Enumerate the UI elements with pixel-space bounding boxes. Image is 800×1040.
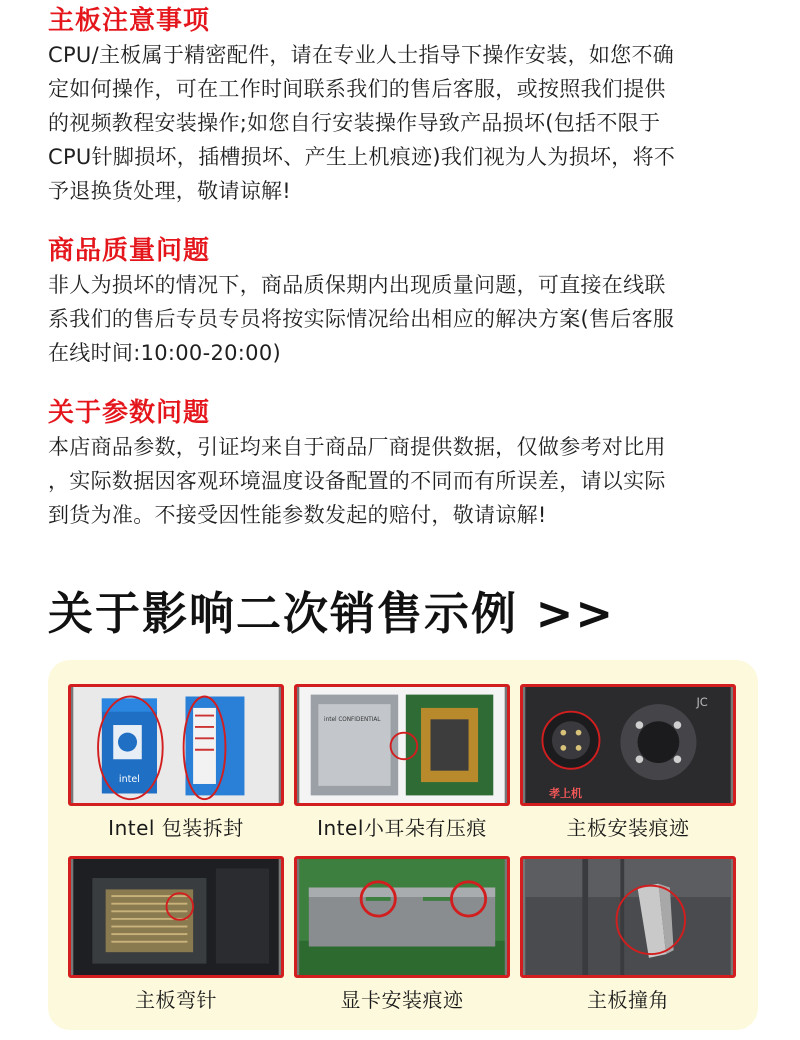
socket-bent-pin-image (71, 859, 281, 975)
section-title: 商品质量问题 (48, 236, 211, 266)
example-image (294, 684, 510, 806)
section-body (48, 268, 760, 370)
motherboard-corner-damage-image (523, 859, 733, 975)
example-image (294, 856, 510, 978)
section-body (48, 38, 760, 208)
example-card (520, 684, 736, 842)
section-title: 关于参数问题 (48, 398, 211, 428)
body-line: 予退换货处理，敬请谅解! (48, 179, 292, 203)
body-line: 定如何操作，可在工作时间联系我们的售后客服，或按照我们提供 (48, 77, 666, 101)
svg-text:intel CONFIDENTIAL: intel CONFIDENTIAL (324, 717, 381, 724)
intel-box-opened-image (71, 687, 281, 803)
example-card (520, 856, 736, 1014)
examples-panel (48, 660, 758, 1030)
gpu-bracket-mark-image (297, 859, 507, 975)
example-image (520, 856, 736, 978)
example-caption: 主板撞角 (587, 988, 669, 1012)
example-caption: 显卡安装痕迹 (340, 988, 464, 1012)
body-line: 非人为损坏的情况下，商品质保期内出现质量问题，可直接在线联 (48, 273, 666, 297)
example-image (68, 684, 284, 806)
section-body (48, 430, 760, 532)
section-title: 主板注意事项 (48, 6, 211, 36)
body-line: 到货为准。不接受因性能参数发起的赔付，敬请谅解! (48, 503, 547, 527)
body-line: 在线时间:10:00-20:00) (48, 341, 281, 365)
notice-section-quality (48, 234, 760, 370)
overlay-label: 孝上机 (549, 787, 582, 800)
svg-text:JC: JC (696, 695, 708, 710)
body-line: CPU针脚损坏，插槽损坏、产生上机痕迹)我们视为人为损坏，将不 (48, 145, 676, 169)
body-line: 系我们的售后专员专员将按实际情况给出相应的解决方案(售后客服 (48, 307, 675, 331)
notice-section-parameters (48, 396, 760, 532)
example-caption: 主板安装痕迹 (566, 816, 690, 840)
body-line: 的视频教程安装操作;如您自行安装操作导致产品损坏(包括不限于 (48, 111, 661, 135)
example-caption: Intel小耳朵有压痕 (317, 816, 487, 840)
example-caption: 主板弯针 (135, 988, 217, 1012)
example-card (68, 684, 284, 842)
cpu-tab-dent-image (297, 687, 507, 803)
body-line: CPU/主板属于精密配件，请在专业人士指导下操作安装，如您不确 (48, 43, 675, 67)
example-image (520, 684, 736, 806)
svg-text:intel: intel (118, 774, 140, 786)
body-line: 本店商品参数，引证均来自于商品厂商提供数据，仅做参考对比用 (48, 435, 666, 459)
notice-section-motherboard (48, 4, 760, 208)
example-caption: Intel 包装拆封 (108, 816, 244, 840)
example-card (294, 684, 510, 842)
example-image (68, 856, 284, 978)
body-line: ，实际数据因客观环境温度设备配置的不同而有所误差，请以实际 (48, 469, 666, 493)
example-card (294, 856, 510, 1014)
example-card (68, 856, 284, 1014)
examples-heading: 关于影响二次销售示例 >> (48, 587, 616, 640)
